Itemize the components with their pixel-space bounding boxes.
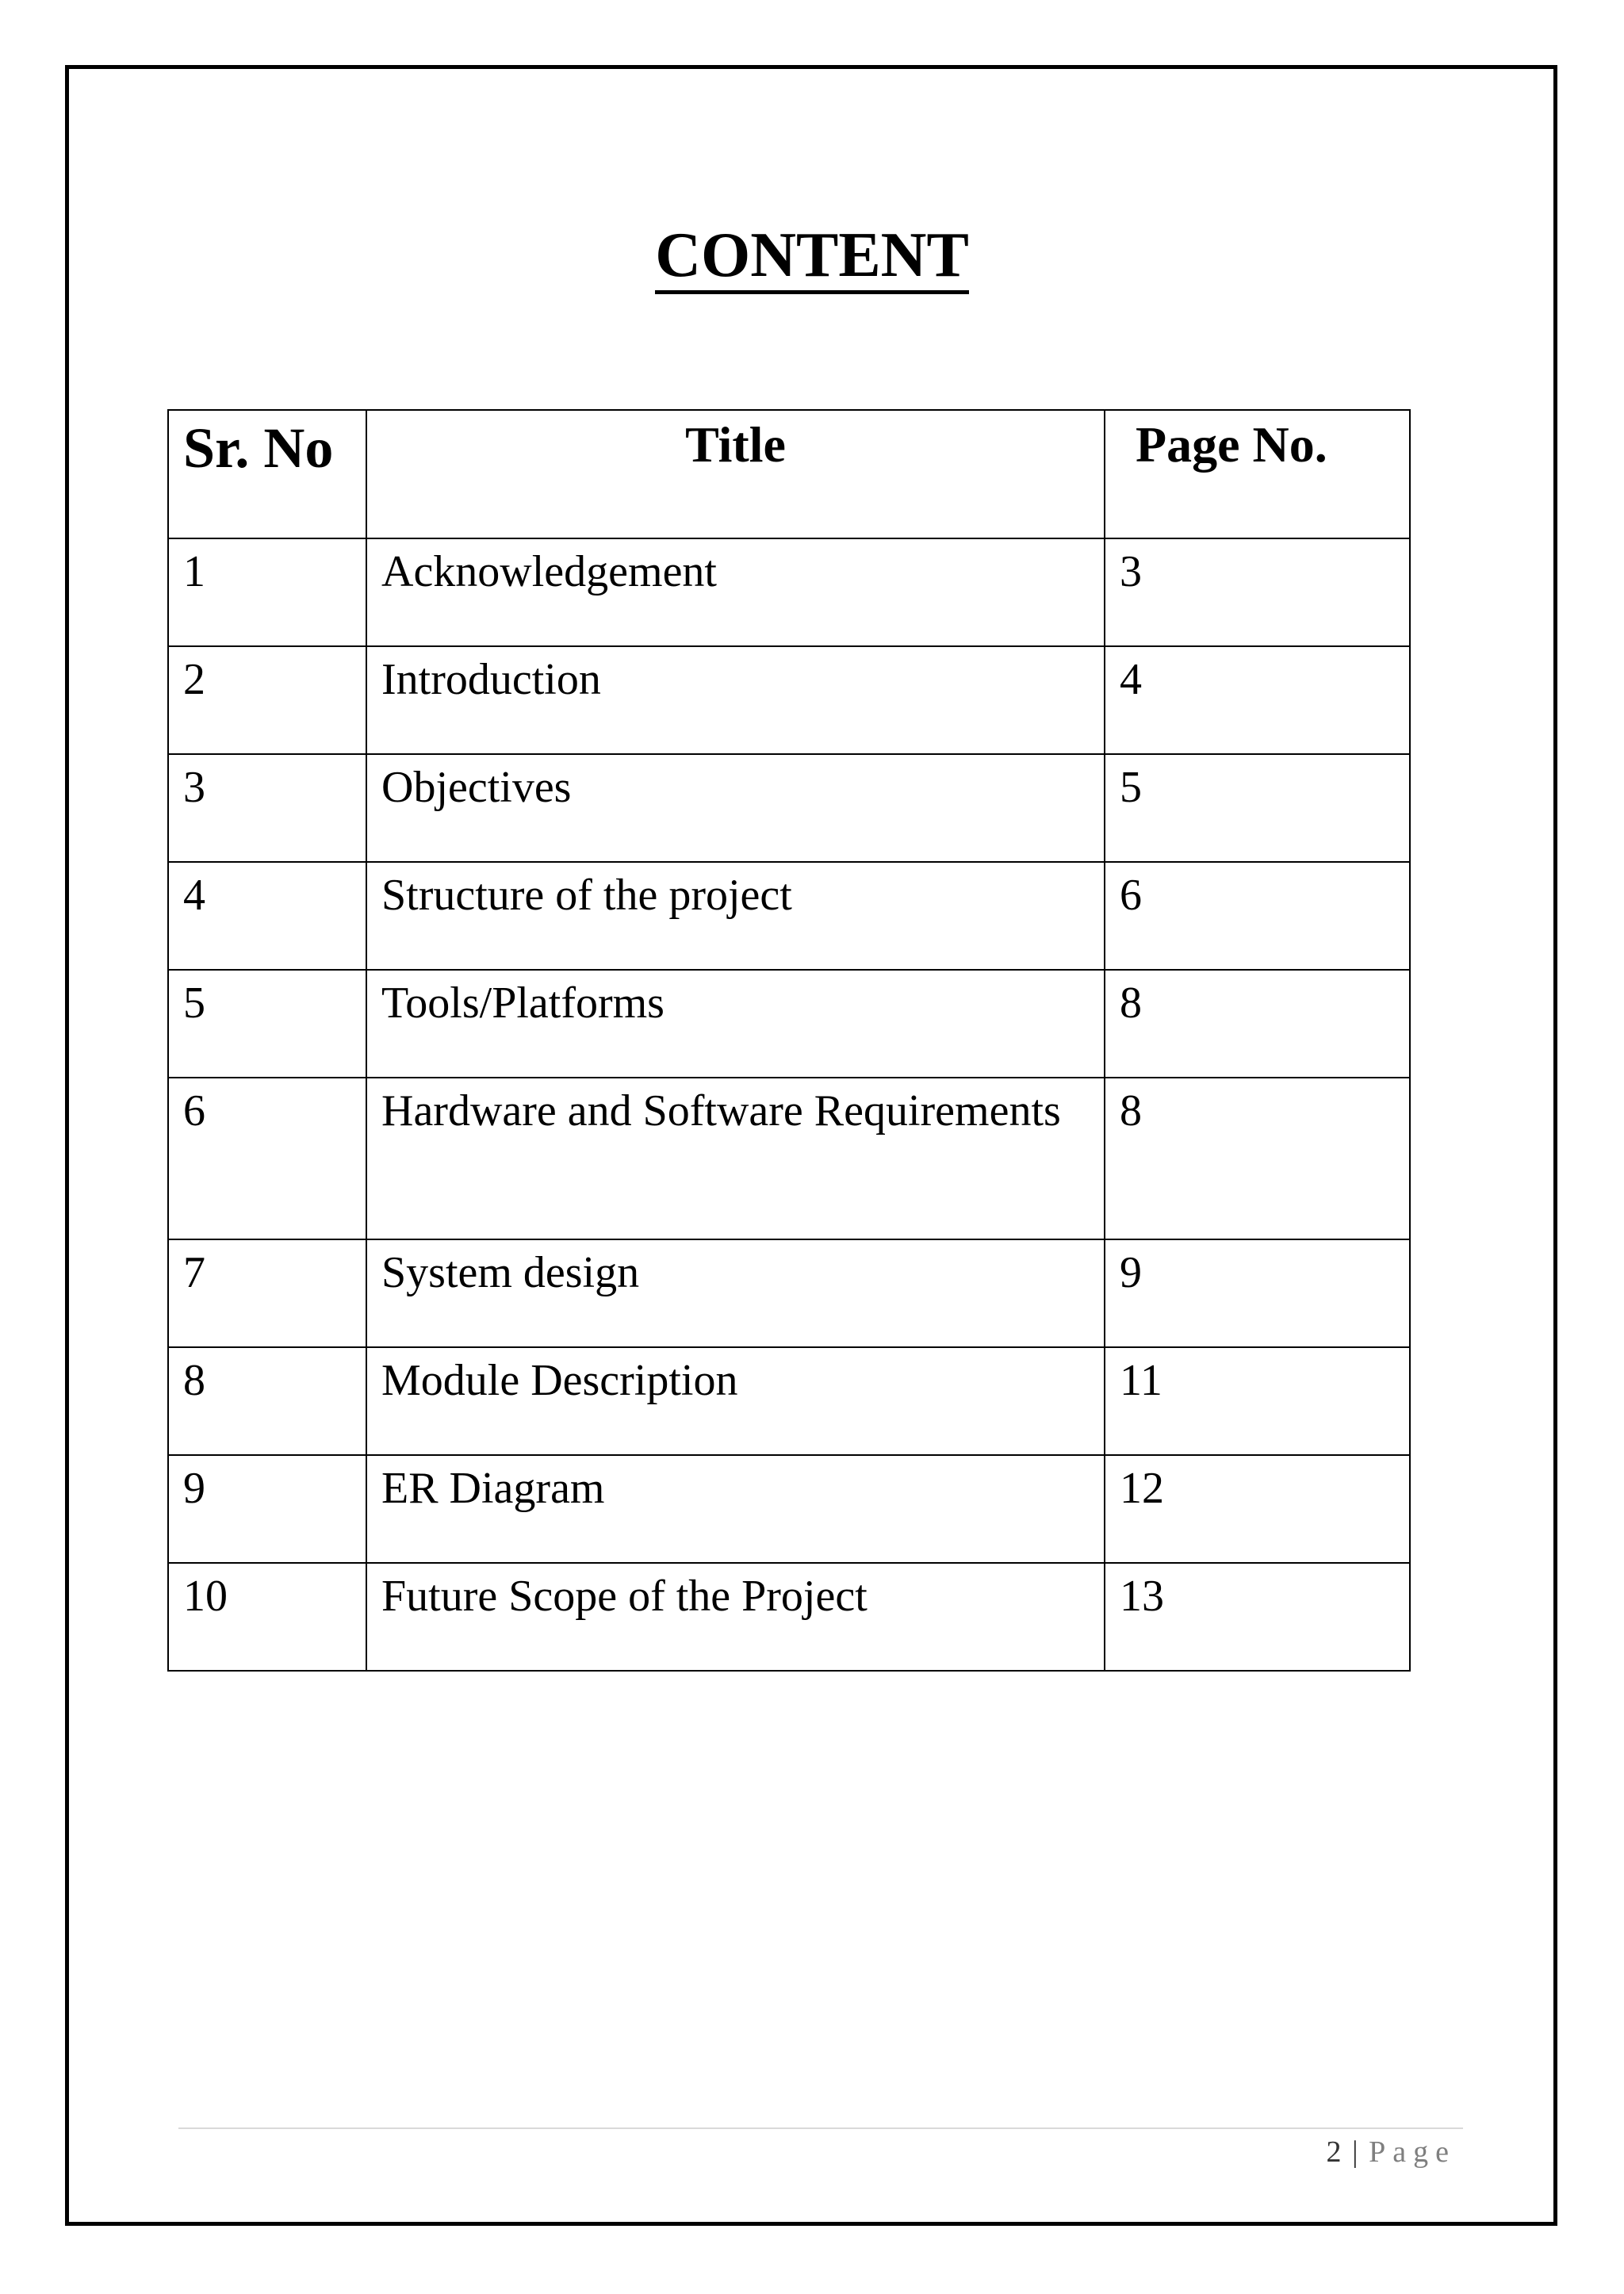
row-sr-no: 6	[168, 1078, 366, 1239]
table-row	[168, 1078, 1410, 1239]
row-title: Introduction	[366, 646, 1105, 754]
row-title: Acknowledgement	[366, 538, 1105, 646]
row-page-no: 12	[1105, 1455, 1410, 1563]
row-page-no: 11	[1105, 1347, 1410, 1455]
table-row	[168, 754, 1410, 862]
header-sr-no: Sr. No	[168, 410, 366, 538]
row-page-no: 13	[1105, 1563, 1410, 1671]
table-row	[168, 862, 1410, 970]
row-page-no: 3	[1105, 538, 1410, 646]
table-row	[168, 1563, 1410, 1671]
table-of-contents	[167, 409, 1411, 1672]
header-title: Title	[366, 410, 1105, 538]
row-page-no: 8	[1105, 970, 1410, 1078]
header-page-no: Page No.	[1105, 410, 1410, 538]
row-page-no: 5	[1105, 754, 1410, 862]
row-sr-no: 1	[168, 538, 366, 646]
row-sr-no: 10	[168, 1563, 366, 1671]
footer-separator: |	[1352, 2135, 1360, 2169]
footer-divider	[178, 2127, 1463, 2129]
table-row	[168, 1347, 1410, 1455]
table-row	[168, 1455, 1410, 1563]
row-sr-no: 5	[168, 970, 366, 1078]
footer-page-word: Page	[1369, 2135, 1456, 2169]
table-row	[168, 646, 1410, 754]
row-title: Module Description	[366, 1347, 1105, 1455]
row-title: Objectives	[366, 754, 1105, 862]
row-page-no: 6	[1105, 862, 1410, 970]
row-title: Future Scope of the Project	[366, 1563, 1105, 1671]
row-sr-no: 3	[168, 754, 366, 862]
table-row	[168, 970, 1410, 1078]
row-title: ER Diagram	[366, 1455, 1105, 1563]
row-page-no: 9	[1105, 1239, 1410, 1347]
footer-page-number: 2	[1326, 2135, 1343, 2169]
table-row	[168, 538, 1410, 646]
row-title: Hardware and Software Requirements	[366, 1078, 1105, 1239]
row-title: System design	[366, 1239, 1105, 1347]
row-page-no: 8	[1105, 1078, 1410, 1239]
row-sr-no: 7	[168, 1239, 366, 1347]
row-page-no: 4	[1105, 646, 1410, 754]
page-footer	[1327, 2135, 1456, 2170]
row-sr-no: 9	[168, 1455, 366, 1563]
row-sr-no: 4	[168, 862, 366, 970]
table-header-row	[168, 410, 1410, 538]
row-sr-no: 8	[168, 1347, 366, 1455]
row-title: Structure of the project	[366, 862, 1105, 970]
table-row	[168, 1239, 1410, 1347]
row-sr-no: 2	[168, 646, 366, 754]
content-heading: CONTENT	[655, 224, 969, 294]
row-title: Tools/Platforms	[366, 970, 1105, 1078]
page-title	[0, 220, 1624, 294]
